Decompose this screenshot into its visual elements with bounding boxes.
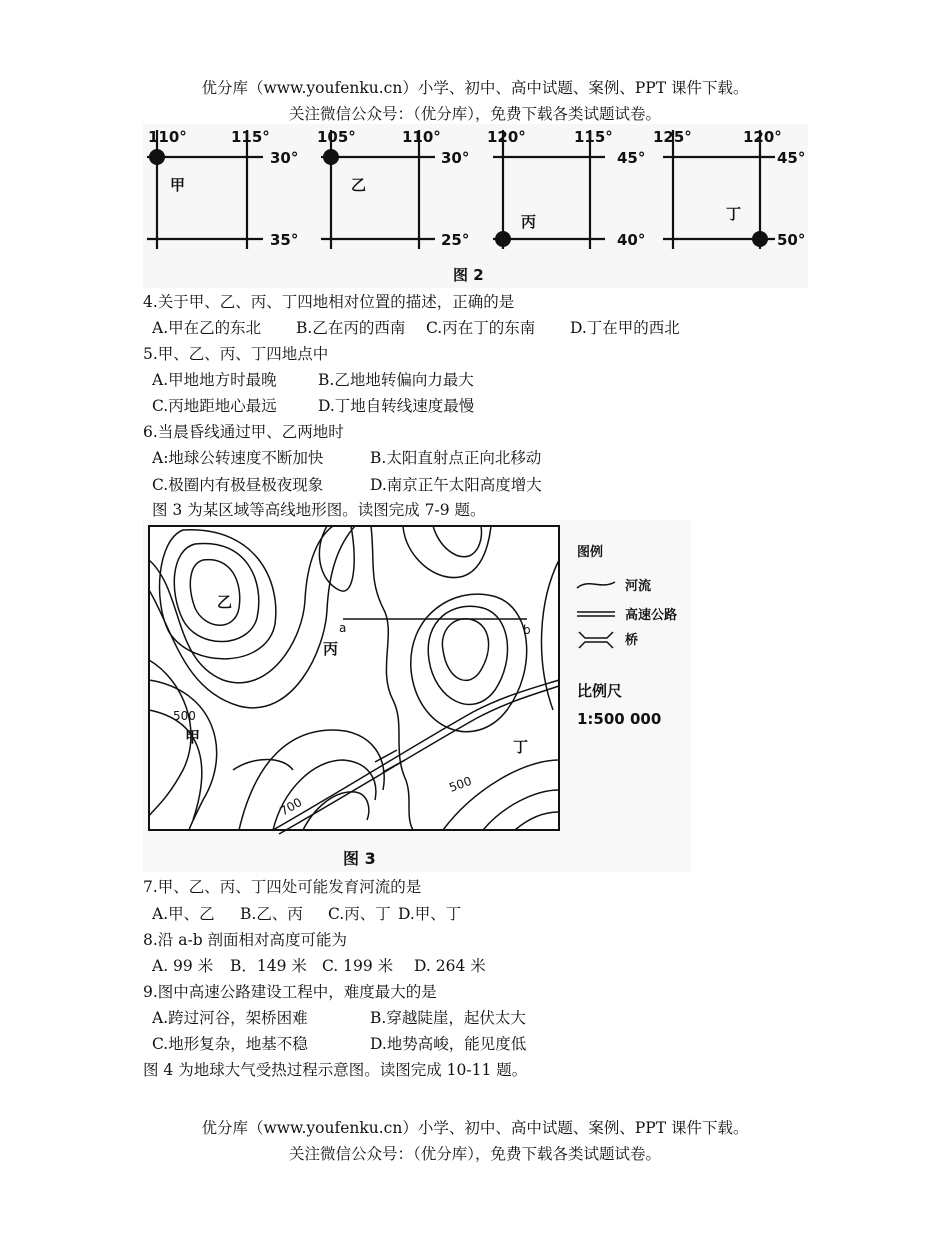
- place-bing: 丙: [323, 640, 339, 658]
- q9-options-row-2: [152, 1034, 526, 1054]
- footer-line-1: 优分库（www.youfenku.cn）小学、初中、高中试题、案例、PPT 课件下载。: [201, 1119, 749, 1137]
- location-dot-yi: [323, 149, 339, 165]
- q7-stem: 7.甲、乙、丙、丁四处可能发育河流的是: [143, 878, 422, 896]
- contour-label-500-east: 500: [447, 773, 474, 795]
- p2-top-left: 105°: [317, 128, 356, 146]
- point-b: b: [523, 623, 531, 637]
- p2-top-right: 110°: [402, 128, 441, 146]
- p4-label: 丁: [726, 205, 742, 223]
- q6-options-row-2: [152, 475, 542, 495]
- legend-bridge: 桥: [625, 633, 639, 648]
- q8-options: [152, 956, 486, 976]
- q9-option-b[interactable]: B.穿越陡崖，起伏太大: [370, 1009, 526, 1027]
- q9-option-c[interactable]: C.地形复杂，地基不稳: [152, 1035, 308, 1053]
- p1-right-bottom: 35°: [270, 231, 299, 249]
- location-dot-bing: [495, 231, 511, 247]
- place-jia: 甲: [185, 728, 201, 746]
- q8-stem: 8.沿 a-b 剖面相对高度可能为: [143, 931, 348, 949]
- q6-option-b[interactable]: B.太阳直射点正向北移动: [370, 449, 542, 467]
- q7-option-b[interactable]: B.乙、丙: [240, 905, 303, 923]
- legend-scale-title: 比例尺: [577, 682, 623, 700]
- p1-top-left: 110°: [148, 128, 187, 146]
- header-line-1: 优分库（www.youfenku.cn）小学、初中、高中试题、案例、PPT 课件下载。: [201, 79, 749, 97]
- p3-top-right: 115°: [574, 128, 613, 146]
- q5-options-row-2: [152, 396, 474, 416]
- figure-2-caption: 图 2: [453, 266, 484, 284]
- q7-options: [152, 904, 461, 924]
- q4-option-a[interactable]: A.甲在乙的东北: [152, 319, 262, 337]
- q6-stem: 6.当晨昏线通过甲、乙两地时: [143, 423, 344, 441]
- q4-options: [152, 318, 680, 338]
- p3-top-left: 120°: [487, 128, 526, 146]
- q5-options-row-1: [152, 370, 474, 390]
- q6-option-a[interactable]: A:地球公转速度不断加快: [152, 449, 324, 467]
- figure-3: [143, 520, 691, 872]
- header-line-2: 关注微信公众号：（优分库），免费下载各类试题试卷。: [288, 105, 661, 123]
- q8-option-d[interactable]: D. 264 米: [414, 957, 486, 975]
- p2-label: 乙: [351, 176, 367, 194]
- legend-river: 河流: [625, 579, 652, 594]
- legend-title: 图例: [577, 545, 604, 560]
- q6-options-row-1: [152, 448, 541, 468]
- p4-top-left: 125°: [653, 128, 692, 146]
- q9-stem: 9.图中高速公路建设工程中，难度最大的是: [143, 983, 437, 1001]
- p3-label: 丙: [521, 213, 537, 231]
- q9-option-d[interactable]: D.地势高峻，能见度低: [370, 1035, 527, 1053]
- q6-option-d[interactable]: D.南京正午太阳高度增大: [370, 476, 542, 494]
- figure-2: [143, 124, 808, 288]
- p2-right-bottom: 25°: [441, 231, 470, 249]
- legend-scale: 1:500 000: [577, 710, 662, 728]
- place-yi: 乙: [217, 593, 233, 611]
- footer-line-2: 关注微信公众号：（优分库），免费下载各类试题试卷。: [288, 1145, 661, 1163]
- figure-3-caption: 图 3: [343, 849, 376, 868]
- q9-options-row-1: [152, 1008, 526, 1028]
- p1-top-right: 115°: [231, 128, 270, 146]
- p1-right-top: 30°: [270, 149, 299, 167]
- p4-top-right: 120°: [743, 128, 782, 146]
- p3-right-bottom: 40°: [617, 231, 646, 249]
- location-dot-jia: [149, 149, 165, 165]
- q8-option-b[interactable]: B．149 米: [230, 957, 307, 975]
- q4-stem: 4.关于甲、乙、丙、丁四地相对位置的描述，正确的是: [143, 293, 515, 311]
- q8-option-a[interactable]: A. 99 米: [152, 957, 214, 975]
- q4-option-d[interactable]: D.丁在甲的西北: [570, 319, 680, 337]
- point-a: a: [339, 621, 347, 635]
- q8-option-c[interactable]: C. 199 米: [322, 957, 394, 975]
- p1-label: 甲: [170, 176, 186, 194]
- q5-option-b[interactable]: B.乙地地转偏向力最大: [318, 371, 474, 389]
- place-ding: 丁: [513, 738, 529, 756]
- q7-option-a[interactable]: A.甲、乙: [152, 905, 215, 923]
- figure-3-intro: 图 3 为某区域等高线地形图。读图完成 7-9 题。: [152, 501, 486, 519]
- legend-highway: 高速公路: [625, 608, 678, 623]
- p2-right-top: 30°: [441, 149, 470, 167]
- figure-4-intro: 图 4 为地球大气受热过程示意图。读图完成 10-11 题。: [143, 1061, 528, 1079]
- q5-option-a[interactable]: A.甲地地方时最晚: [152, 371, 277, 389]
- p4-right-top: 45°: [777, 149, 806, 167]
- contour-label-700: 700: [277, 795, 305, 819]
- q9-option-a[interactable]: A.跨过河谷，架桥困难: [152, 1009, 308, 1027]
- p4-right-bottom: 50°: [777, 231, 806, 249]
- q4-option-b[interactable]: B.乙在丙的西南: [296, 319, 406, 337]
- q6-option-c[interactable]: C.极圈内有极昼极夜现象: [152, 476, 324, 494]
- q5-option-d[interactable]: D.丁地自转线速度最慢: [318, 397, 475, 415]
- q7-option-c[interactable]: C.丙、丁: [328, 905, 391, 923]
- q7-option-d[interactable]: D.甲、丁: [398, 905, 462, 923]
- q5-stem: 5.甲、乙、丙、丁四地点中: [143, 345, 329, 363]
- contour-label-500-west: 500: [173, 709, 196, 723]
- location-dot-ding: [752, 231, 768, 247]
- p3-right-top: 45°: [617, 149, 646, 167]
- q5-option-c[interactable]: C.丙地距地心最远: [152, 397, 277, 415]
- q4-option-c[interactable]: C.丙在丁的东南: [426, 319, 536, 337]
